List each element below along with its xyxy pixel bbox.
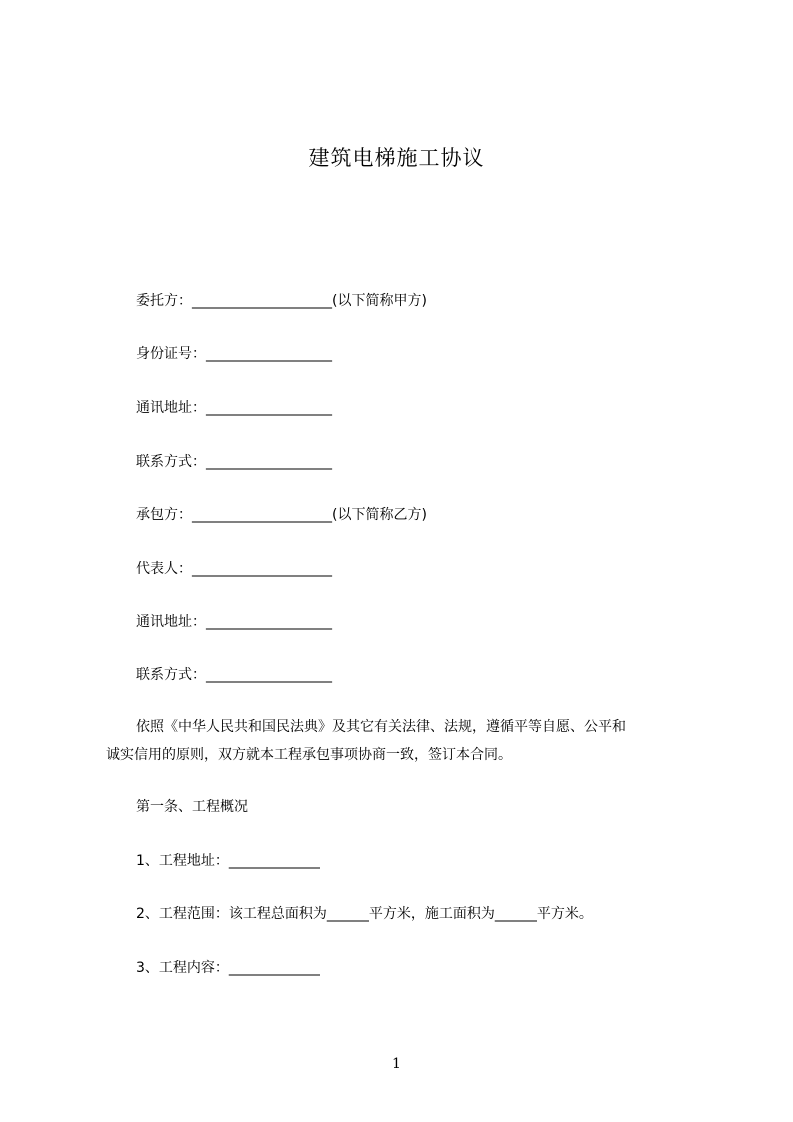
field-id-number: 身份证号：__________________ (136, 346, 332, 362)
field-contractor: 承包方：____________________(以下简称乙方) (136, 507, 427, 523)
intro-line-1: 依照《中华人民共和国民法典》及其它有关法律、法规，遵循平等自愿、公平和 (136, 719, 626, 735)
item-project-address: 1、工程地址：_____________ (136, 853, 320, 869)
field-contractor-address: 通讯地址：__________________ (136, 614, 332, 630)
section-heading: 第一条、工程概况 (136, 799, 248, 815)
intro-paragraph (106, 713, 706, 769)
item-project-scope: 2、工程范围：该工程总面积为______平方米，施工面积为______平方米。 (136, 906, 593, 922)
page-title: 建筑电梯施工协议 (308, 146, 485, 170)
item-project-content: 3、工程内容：_____________ (136, 960, 320, 976)
field-contractor-contact: 联系方式：__________________ (136, 667, 332, 683)
page-number: 1 (392, 1056, 401, 1072)
field-client: 委托方：____________________(以下简称甲方) (136, 293, 427, 309)
field-client-contact: 联系方式：__________________ (136, 454, 332, 470)
field-representative: 代表人：____________________ (136, 561, 332, 577)
intro-line-2: 诚实信用的原则，双方就本工程承包事项协商一致，签订本合同。 (106, 747, 512, 763)
field-client-address: 通讯地址：__________________ (136, 400, 332, 416)
